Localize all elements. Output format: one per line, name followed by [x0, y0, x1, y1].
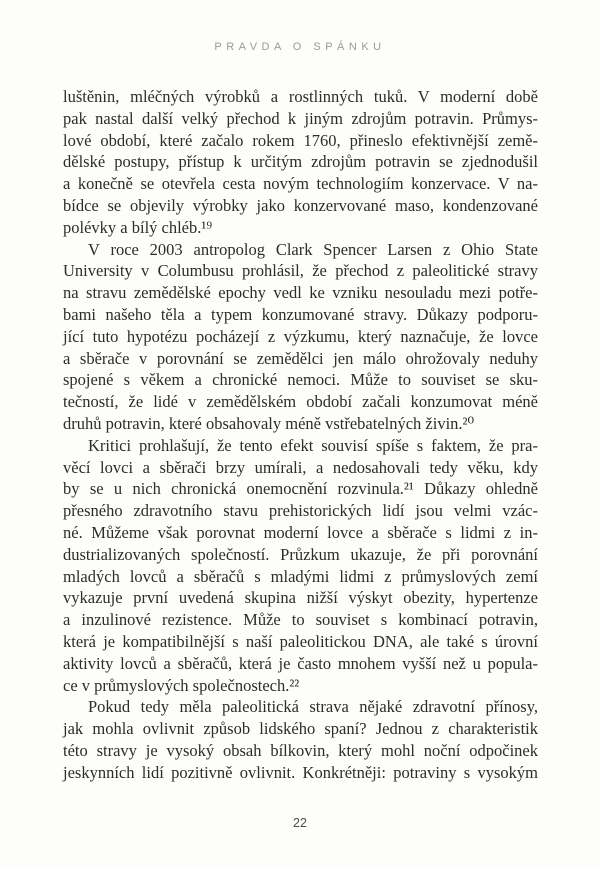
- text-line: která je kompatibilnější s naší paleolitickou DNA, ale také s úrovní: [63, 631, 538, 651]
- text-line: jak mohla ovlivnit způsob lidského spaní? Jednou z charakteristik: [63, 719, 538, 739]
- text-line: ce v průmyslových společnostech.²²: [63, 675, 300, 695]
- text-line: vykazuje první uvedená skupina nižší výskyt obezity, hypertenze: [63, 588, 538, 608]
- text-line: na stravu zemědělské epochy vedl ke vzniku nesouladu mezi potře-: [63, 283, 538, 303]
- page-number: 22: [293, 816, 307, 830]
- text-line: a sběrače v porovnání se zemědělci jen málo ohrožovaly neduhy: [63, 348, 538, 368]
- text-line: tečností, že lidé v zemědělském období začali konzumovat méně: [63, 392, 538, 412]
- paragraph: [63, 696, 538, 783]
- text-line: přesného zdravotního stavu prehistorických lidí jsou velmi vzác-: [63, 501, 538, 521]
- text-line: dustrializovaných společností. Průzkum ukazuje, že při porovnání: [63, 544, 538, 564]
- text-line: polévky a bílý chléb.¹⁹: [63, 217, 213, 237]
- text-line: mladých lovců a sběračů s mladými lidmi z průmyslových zemí: [63, 566, 538, 586]
- text-line: luštěnin, mléčných výrobků a rostlinných tuků. V moderní době: [63, 87, 538, 106]
- text-line: V roce 2003 antropolog Clark Spencer Larsen z Ohio State: [88, 239, 538, 259]
- text-line: dělské postupy, přístup k určitým zdrojům potravin se zjednodušil: [63, 152, 538, 172]
- text-line: druhů potravin, které obsahovaly méně vstřebatelných živin.²⁰: [63, 413, 475, 433]
- text-line: jící tuto hypotézu pocházejí z výzkumu, který naznačuje, že lovce: [63, 326, 538, 346]
- paragraph: [63, 86, 538, 239]
- text-line: jeskynních lidí pozitivně ovlivnit. Konkrétněji: potraviny s vysokým: [63, 762, 538, 782]
- text-line: University v Columbusu prohlásil, že přechod z paleolitické stravy: [63, 261, 538, 281]
- text-line: spojené s věkem a chronické nemoci. Může to souviset se sku-: [63, 370, 538, 390]
- text-line: pak nastal další velký přechod k jiným zdrojům potravin. Průmys-: [63, 108, 538, 128]
- text-line: Pokud tedy měla paleolitická strava nějaké zdravotní přínosy,: [88, 697, 538, 717]
- text-line: Kritici prohlašují, že tento efekt souvisí spíše s faktem, že pra-: [88, 435, 538, 455]
- text-line: aktivity lovců a sběračů, která je často mnohem vyšší než u popula-: [63, 653, 538, 673]
- text-line: lové období, které začalo rokem 1760, přineslo efektivnější země-: [63, 130, 538, 150]
- text-line: bami našeho těla a typem konzumované stravy. Důkazy podporu-: [63, 304, 538, 324]
- text-line: této stravy je vysoký obsah bílkovin, který mohl noční odpočinek: [63, 740, 538, 760]
- paragraph: [63, 239, 538, 435]
- text-line: a inzulinové rezistence. Může to souviset s kombinací potravin,: [63, 610, 538, 630]
- paragraph: [63, 435, 538, 697]
- text-line: věcí lovci a sběrači brzy umírali, a nedosahovali tedy věku, kdy: [63, 457, 538, 477]
- body-text: [63, 86, 538, 784]
- text-line: né. Můžeme však porovnat moderní lovce a sběrače s lidmi z in-: [63, 522, 538, 542]
- running-head: PRAVDA O SPÁNKU: [214, 41, 386, 53]
- text-line: bídce se objevily výrobky jako konzervované maso, kondenzované: [63, 195, 538, 215]
- text-line: a konečně se otevřela cesta novým technologiím konzervace. V na-: [63, 174, 538, 194]
- text-line: by se u nich chronická onemocnění rozvinula.²¹ Důkazy ohledně: [63, 479, 538, 499]
